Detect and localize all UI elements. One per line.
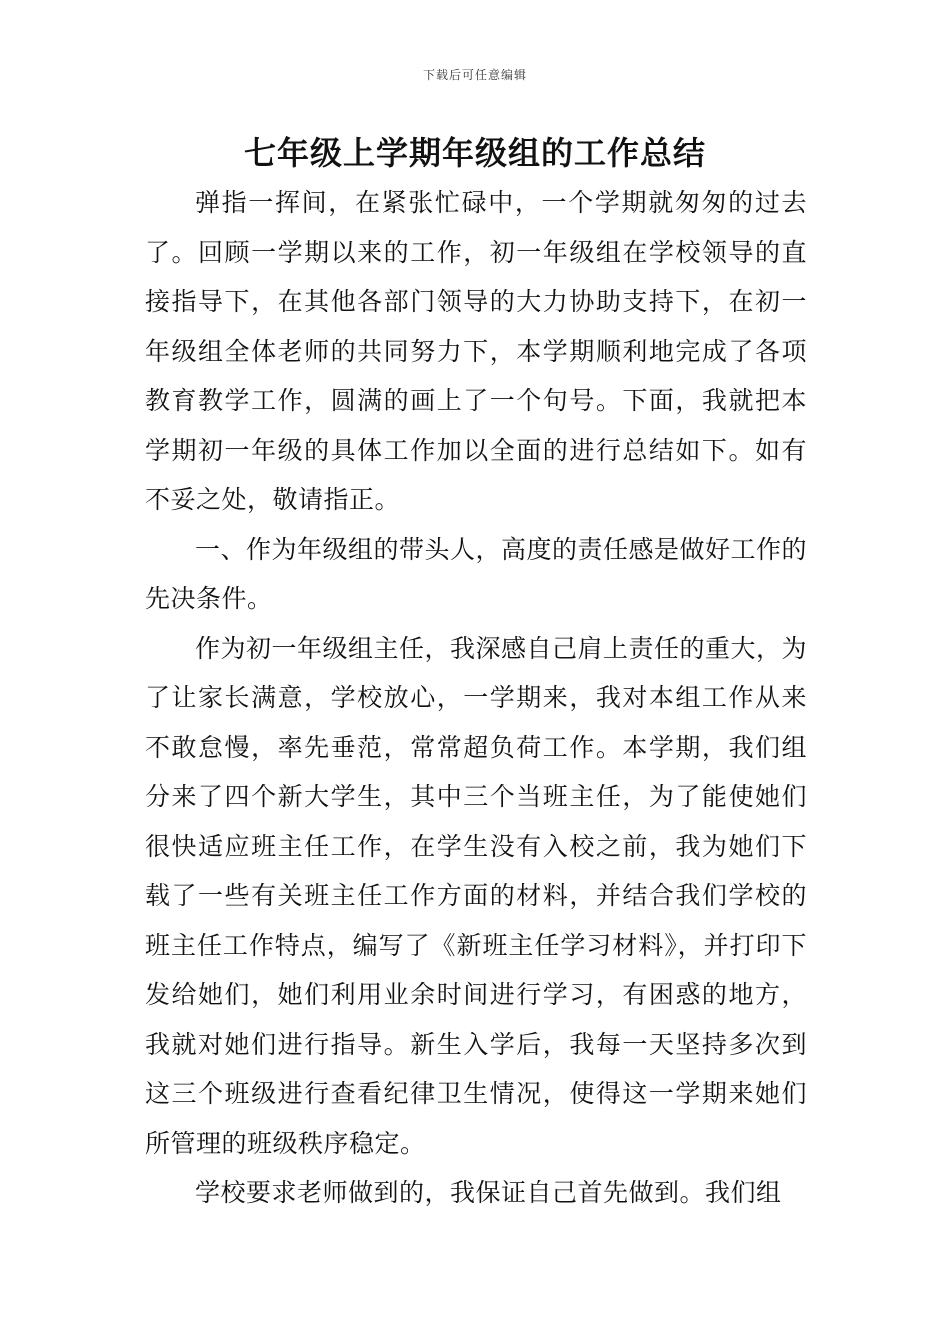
paragraph-intro: 弹指一挥间，在紧张忙碌中，一个学期就匆匆的过去了。回顾一学期以来的工作，初一年级组在学校领导的直接指导下，在其他各部门领导的大力协助支持下，在初一年级组全体老师的共同努力下，本学期顺利地完成了各项教育教学工作，圆满的画上了一个句号。下面，我就把本学期初一年级的具体工作加以全面的进行总结如下。如有不妥之处，敬请指正。 — [145, 188, 807, 514]
document-body — [145, 178, 807, 1218]
paragraph-section-heading-1: 一、作为年级组的带头人，高度的责任感是做好工作的先决条件。 — [145, 534, 808, 613]
header-note: 下载后可任意编辑 — [422, 68, 527, 82]
paragraph-continued: 学校要求老师做到的，我保证自己首先做到。我们组 — [195, 1178, 782, 1207]
document-title: 七年级上学期年级组的工作总结 — [243, 134, 706, 172]
paragraph-section-1-body: 作为初一年级组主任，我深感自己肩上责任的重大，为了让家长满意，学校放心，一学期来，我对本组工作从来不敢怠慢，率先垂范，常常超负荷工作。本学期，我们组分来了四个新大学生，其中三个当班主任，为了能使她们很快适应班主任工作，在学生没有入校之前，我为她们下载了一些有关班主任工作方面的材料，并结合我们学校的班主任工作特点，编写了《新班主任学习材料》，并打印下发给她们，她们利用业余时间进行学习，有困惑的地方，我就对她们进行指导。新生入学后，我每一天坚持多次到这三个班级进行查看纪律卫生情况，使得这一学期来她们所管理的班级秩序稳定。 — [145, 633, 808, 1158]
